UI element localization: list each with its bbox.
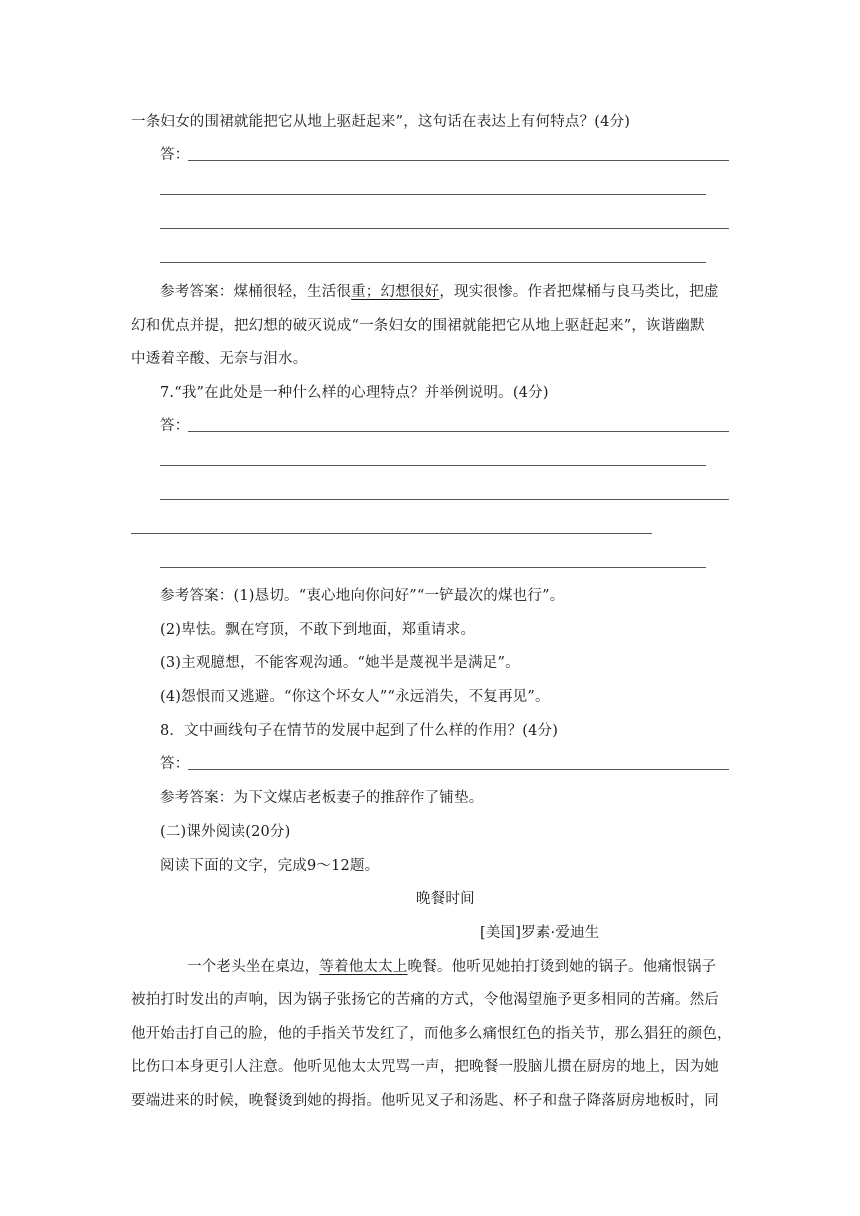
q6-answer-line-2[interactable] [160,194,706,195]
passage-line-5: 要端进来的时候，晚餐烫到她的拇指。他听见叉子和汤匙、杯子和盘子降落厨房地板时，同 [131,1093,719,1109]
passage-title: 晚餐时间 [416,891,475,907]
passage-author: [美国]罗素·爱迪生 [480,925,600,941]
q6-ref-text-b: ，现实很惨。作者把煤桶与良马类比，把虚 [439,284,719,300]
q6-ref-text-a: 参考答案：煤桶很轻，生活很 [160,284,352,300]
section-heading: (二)课外阅读(20分) [160,824,291,840]
q6-ref-underlined: 重；幻想很好 [351,284,440,300]
q6-answer-line-1[interactable] [188,160,729,161]
q6-stem-tail: 一条妇女的围裙就能把它从地上驱赶起来”，这句话在表达上有何特点？(4分) [131,114,631,130]
q7-stem: 7.“我”在此处是一种什么样的心理特点？并举例说明。(4分) [160,385,549,401]
q6-reference-line-2: 幻和优点并提，把幻想的破灭说成“一条妇女的围裙就能把它从地上驱赶起来”，诙谐幽默 [131,318,705,334]
q7-reference-3: (3)主观臆想，不能客观沟通。“她半是蔑视半是满足”。 [160,655,520,671]
q8-answer-label: 答： [160,756,190,772]
q7-answer-line-5[interactable] [160,567,706,568]
q6-answer-line-4[interactable] [160,262,706,263]
q7-answer-line-4[interactable] [131,533,652,534]
q7-answer-line-2[interactable] [160,465,706,466]
q6-reference-answer [160,282,719,302]
q8-answer-line[interactable] [188,769,729,770]
q8-reference: 参考答案：为下文煤店老板妻子的推辞作了铺垫。 [160,790,484,806]
passage-line-1-a: 一个老头坐在桌边， [187,959,320,975]
q7-answer-line-3[interactable] [160,499,729,500]
q6-reference-line-3: 中透着辛酸、无奈与泪水。 [131,351,308,367]
q8-stem: 8．文中画线句子在情节的发展中起到了什么样的作用？(4分) [160,723,559,739]
passage-line-1 [187,957,716,977]
passage-line-3: 他开始击打自己的脸，他的手指关节发红了，而他多么痛恨红色的指关节，那么猖狂的颜色， [131,1026,732,1042]
passage-line-1-b: 晚餐。他听见她拍打烫到她的锅子。他痛恨锅子 [407,959,717,975]
passage-underlined-phrase: 等着他太太上 [319,959,408,975]
q6-answer-label: 答： [160,147,190,163]
section-instruction: 阅读下面的文字，完成9～12题。 [160,858,380,874]
q7-reference-1: 参考答案：(1)恳切。“衷心地向你问好”“一铲最次的煤也行”。 [160,588,565,604]
passage-line-4: 比伤口本身更引人注意。他听见他太太咒骂一声，把晚餐一股脑儿掼在厨房的地上，因为她 [131,1059,719,1075]
passage-line-2: 被拍打时发出的声响，因为锅子张扬它的苦痛的方式，令他渴望施予更多相同的苦痛。然后 [131,992,719,1008]
q7-reference-2: (2)卑怯。飘在穹顶，不敢下到地面，郑重请求。 [160,622,476,638]
q7-answer-label: 答： [160,418,190,434]
q7-reference-4: (4)怨恨而又逃避。“你这个坏女人”“永远消失，不复再见”。 [160,689,550,705]
q6-answer-line-3[interactable] [160,228,729,229]
q7-answer-line-1[interactable] [188,431,729,432]
